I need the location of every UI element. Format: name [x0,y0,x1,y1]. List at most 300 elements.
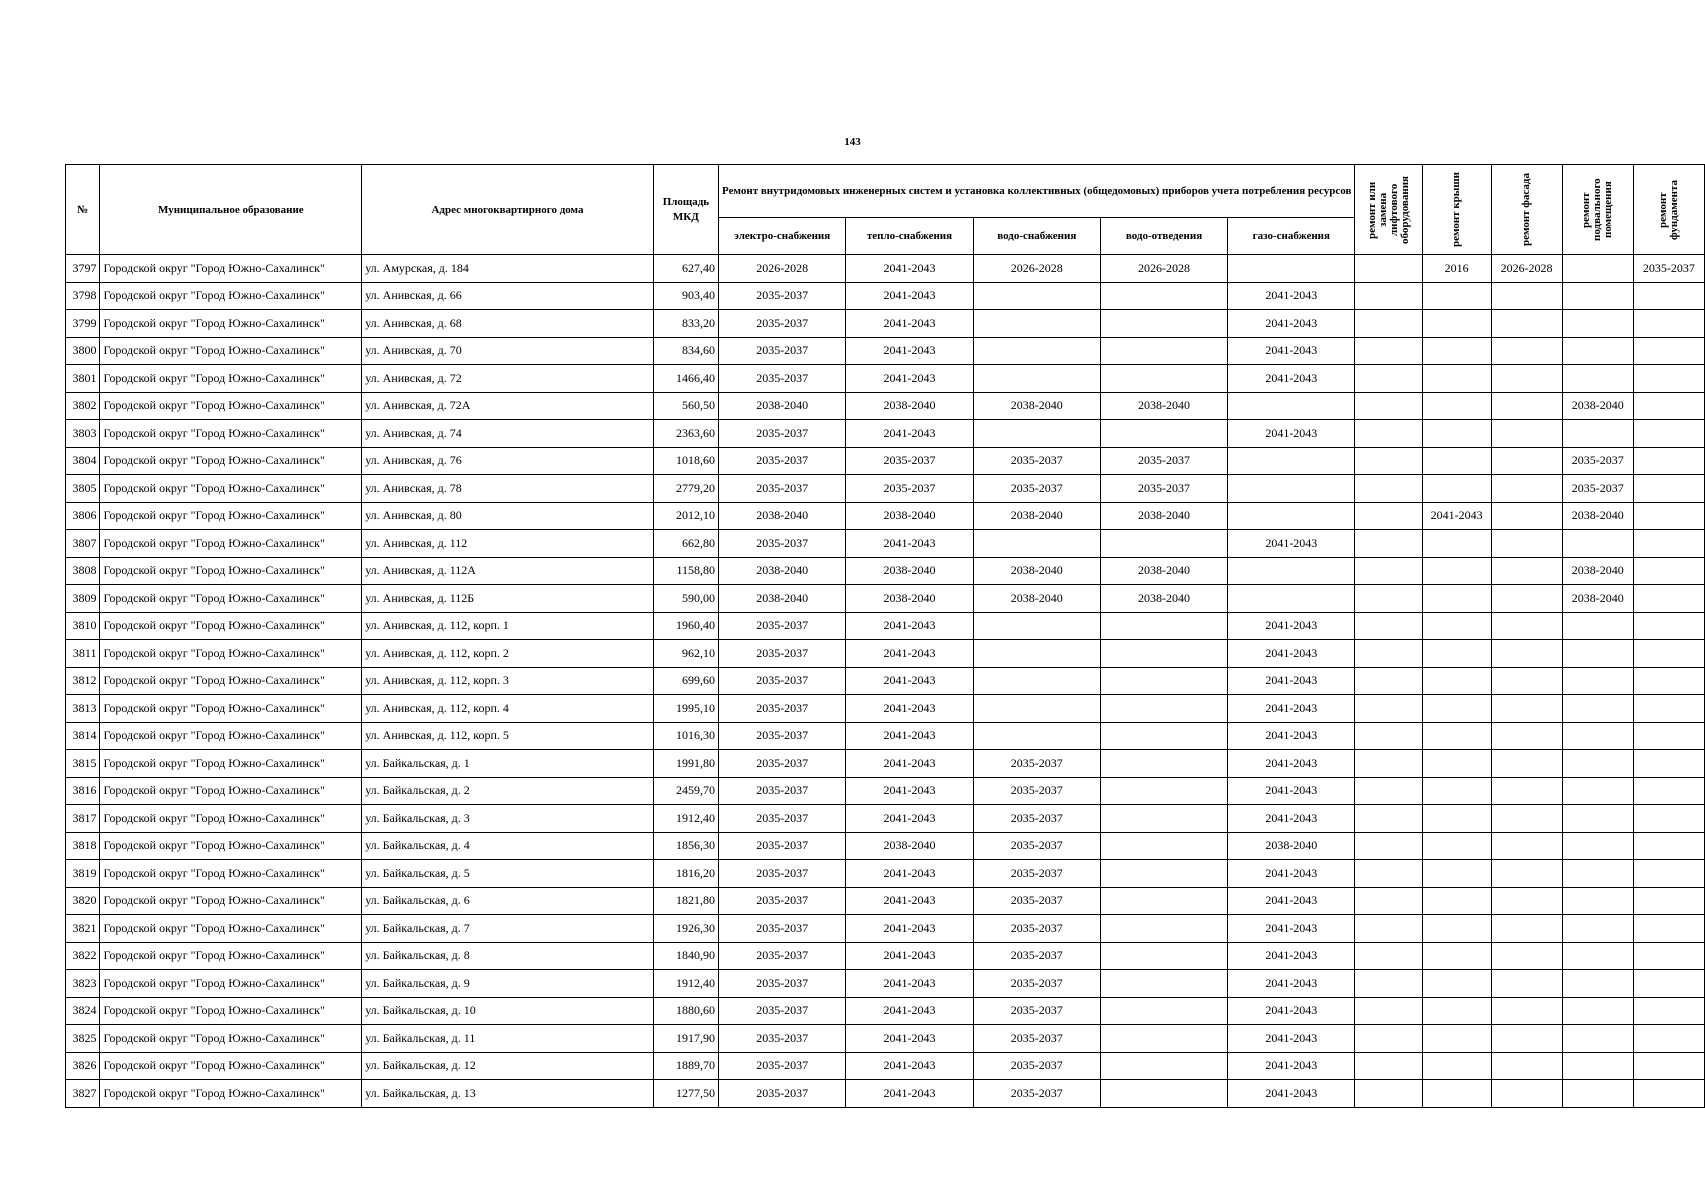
row-electric: 2035-2037 [719,1052,846,1080]
row-sewer [1100,805,1227,833]
row-gas: 2041-2043 [1228,1025,1355,1053]
row-num: 3808 [66,557,100,585]
row-facade [1491,667,1562,695]
row-roof [1422,722,1491,750]
table-row [66,447,1705,475]
row-roof [1422,557,1491,585]
row-foundation [1633,887,1704,915]
row-gas: 2041-2043 [1228,530,1355,558]
row-area: 699,60 [653,667,718,695]
row-electric: 2026-2028 [719,255,846,283]
row-municipality: Городской округ "Город Южно-Сахалинск" [100,860,362,888]
row-municipality: Городской округ "Город Южно-Сахалинск" [100,420,362,448]
row-heat: 2041-2043 [846,420,973,448]
row-foundation [1633,475,1704,503]
row-area: 833,20 [653,310,718,338]
row-heat: 2041-2043 [846,777,973,805]
row-roof [1422,860,1491,888]
row-basement [1562,365,1633,393]
row-basement [1562,420,1633,448]
row-heat: 2041-2043 [846,282,973,310]
row-water [973,310,1100,338]
table-row [66,667,1705,695]
row-address: ул. Байкальская, д. 13 [362,1080,654,1108]
row-area: 834,60 [653,337,718,365]
row-foundation [1633,365,1704,393]
row-address: ул. Анивская, д. 112, корп. 2 [362,640,654,668]
row-water: 2035-2037 [973,997,1100,1025]
row-foundation [1633,1025,1704,1053]
row-basement [1562,640,1633,668]
row-basement [1562,1080,1633,1108]
row-gas: 2041-2043 [1228,695,1355,723]
row-basement [1562,695,1633,723]
row-area: 2459,70 [653,777,718,805]
row-foundation [1633,805,1704,833]
row-area: 1995,10 [653,695,718,723]
row-sewer [1100,722,1227,750]
row-municipality: Городской округ "Город Южно-Сахалинск" [100,777,362,805]
col-header-heat: тепло-снабжения [846,218,973,255]
table-row [66,997,1705,1025]
col-header-lift-text: ремонт или замена лифтового оборудования [1365,175,1411,244]
row-basement [1562,722,1633,750]
col-header-facade [1491,165,1562,255]
row-electric: 2035-2037 [719,420,846,448]
row-sewer [1100,777,1227,805]
row-sewer [1100,695,1227,723]
row-num: 3809 [66,585,100,613]
row-lift [1355,612,1422,640]
row-facade [1491,502,1562,530]
row-lift [1355,392,1422,420]
table-row [66,612,1705,640]
row-heat: 2041-2043 [846,255,973,283]
row-heat: 2041-2043 [846,640,973,668]
row-heat: 2041-2043 [846,365,973,393]
row-heat: 2041-2043 [846,337,973,365]
row-heat: 2041-2043 [846,970,973,998]
row-roof [1422,475,1491,503]
row-basement [1562,777,1633,805]
row-foundation [1633,310,1704,338]
table-row [66,392,1705,420]
row-municipality: Городской округ "Город Южно-Сахалинск" [100,832,362,860]
row-lift [1355,475,1422,503]
row-num: 3804 [66,447,100,475]
row-num: 3800 [66,337,100,365]
table-row [66,502,1705,530]
row-heat: 2038-2040 [846,502,973,530]
row-lift [1355,1052,1422,1080]
table-row [66,722,1705,750]
row-roof [1422,750,1491,778]
col-header-foundation-text: ремонт фундамента [1656,179,1680,240]
row-sewer [1100,1080,1227,1108]
row-facade [1491,420,1562,448]
row-num: 3801 [66,365,100,393]
row-municipality: Городской округ "Город Южно-Сахалинск" [100,392,362,420]
row-foundation [1633,585,1704,613]
row-electric: 2035-2037 [719,1025,846,1053]
row-gas: 2041-2043 [1228,310,1355,338]
row-municipality: Городской округ "Город Южно-Сахалинск" [100,695,362,723]
row-municipality: Городской округ "Город Южно-Сахалинск" [100,667,362,695]
row-sewer [1100,310,1227,338]
col-header-facade-text: ремонт фасада [1520,172,1533,247]
row-foundation: 2035-2037 [1633,255,1704,283]
row-basement: 2038-2040 [1562,557,1633,585]
row-sewer [1100,1052,1227,1080]
row-heat: 2041-2043 [846,1080,973,1108]
row-heat: 2041-2043 [846,942,973,970]
row-basement [1562,667,1633,695]
row-facade [1491,832,1562,860]
row-num: 3815 [66,750,100,778]
row-lift [1355,722,1422,750]
row-area: 1856,30 [653,832,718,860]
row-water [973,365,1100,393]
row-basement [1562,310,1633,338]
row-area: 962,10 [653,640,718,668]
row-lift [1355,942,1422,970]
row-foundation [1633,557,1704,585]
row-water: 2035-2037 [973,475,1100,503]
row-water: 2035-2037 [973,832,1100,860]
row-address: ул. Анивская, д. 66 [362,282,654,310]
row-water: 2038-2040 [973,392,1100,420]
row-sewer [1100,942,1227,970]
capital-repair-table [65,164,1705,1108]
row-water: 2035-2037 [973,915,1100,943]
row-facade [1491,887,1562,915]
row-area: 1912,40 [653,970,718,998]
row-sewer [1100,365,1227,393]
row-address: ул. Байкальская, д. 6 [362,887,654,915]
row-area: 903,40 [653,282,718,310]
row-sewer: 2026-2028 [1100,255,1227,283]
row-num: 3813 [66,695,100,723]
row-gas: 2041-2043 [1228,805,1355,833]
row-sewer [1100,420,1227,448]
row-num: 3811 [66,640,100,668]
row-lift [1355,750,1422,778]
row-foundation [1633,337,1704,365]
row-num: 3799 [66,310,100,338]
table-row [66,365,1705,393]
row-address: ул. Байкальская, д. 10 [362,997,654,1025]
table-row [66,420,1705,448]
row-foundation [1633,997,1704,1025]
row-municipality: Городской округ "Город Южно-Сахалинск" [100,255,362,283]
table-body [66,255,1705,1108]
row-area: 2012,10 [653,502,718,530]
row-lift [1355,1080,1422,1108]
col-header-electric: электро-снабжения [719,218,846,255]
row-municipality: Городской округ "Город Южно-Сахалинск" [100,997,362,1025]
table-row [66,695,1705,723]
row-num: 3802 [66,392,100,420]
row-sewer [1100,667,1227,695]
row-sewer [1100,612,1227,640]
row-lift [1355,1025,1422,1053]
row-num: 3803 [66,420,100,448]
row-heat: 2041-2043 [846,805,973,833]
row-area: 1158,80 [653,557,718,585]
row-roof [1422,970,1491,998]
row-sewer [1100,337,1227,365]
row-heat: 2041-2043 [846,530,973,558]
row-electric: 2035-2037 [719,832,846,860]
row-facade [1491,1052,1562,1080]
row-foundation [1633,640,1704,668]
table-row [66,1052,1705,1080]
row-lift [1355,255,1422,283]
row-municipality: Городской округ "Город Южно-Сахалинск" [100,640,362,668]
row-gas: 2041-2043 [1228,887,1355,915]
row-address: ул. Анивская, д. 76 [362,447,654,475]
row-area: 1277,50 [653,1080,718,1108]
row-address: ул. Байкальская, д. 3 [362,805,654,833]
row-water: 2038-2040 [973,557,1100,585]
col-header-gas: газо-снабжения [1228,218,1355,255]
table-row [66,337,1705,365]
col-header-roof-text: ремонт крыши [1450,171,1463,247]
row-basement [1562,337,1633,365]
table-row [66,750,1705,778]
row-facade [1491,447,1562,475]
row-address: ул. Анивская, д. 78 [362,475,654,503]
row-lift [1355,557,1422,585]
row-address: ул. Байкальская, д. 2 [362,777,654,805]
row-roof [1422,667,1491,695]
row-basement [1562,750,1633,778]
row-roof [1422,1080,1491,1108]
row-foundation [1633,1080,1704,1108]
row-foundation [1633,392,1704,420]
table-header [66,165,1705,255]
row-foundation [1633,502,1704,530]
row-sewer [1100,970,1227,998]
row-basement [1562,1025,1633,1053]
row-water: 2035-2037 [973,447,1100,475]
row-basement [1562,1052,1633,1080]
row-municipality: Городской округ "Город Южно-Сахалинск" [100,887,362,915]
row-facade [1491,915,1562,943]
row-area: 1018,60 [653,447,718,475]
row-address: ул. Байкальская, д. 12 [362,1052,654,1080]
row-foundation [1633,777,1704,805]
row-municipality: Городской округ "Город Южно-Сахалинск" [100,1025,362,1053]
row-gas: 2041-2043 [1228,942,1355,970]
col-header-foundation [1633,165,1704,255]
row-area: 1016,30 [653,722,718,750]
row-num: 3820 [66,887,100,915]
col-header-lift [1355,165,1422,255]
col-header-water: водо-снабжения [973,218,1100,255]
row-foundation [1633,420,1704,448]
row-electric: 2035-2037 [719,750,846,778]
row-lift [1355,640,1422,668]
table-row [66,557,1705,585]
row-gas: 2041-2043 [1228,777,1355,805]
row-heat: 2041-2043 [846,750,973,778]
row-address: ул. Анивская, д. 112, корп. 1 [362,612,654,640]
row-heat: 2035-2037 [846,447,973,475]
row-electric: 2035-2037 [719,640,846,668]
row-roof [1422,805,1491,833]
row-lift [1355,887,1422,915]
row-roof [1422,777,1491,805]
row-water: 2035-2037 [973,1052,1100,1080]
row-municipality: Городской округ "Город Южно-Сахалинск" [100,970,362,998]
row-address: ул. Анивская, д. 74 [362,420,654,448]
row-foundation [1633,970,1704,998]
row-address: ул. Байкальская, д. 7 [362,915,654,943]
row-address: ул. Байкальская, д. 11 [362,1025,654,1053]
col-header-roof [1422,165,1491,255]
row-lift [1355,915,1422,943]
row-roof [1422,612,1491,640]
row-roof [1422,997,1491,1025]
row-roof [1422,447,1491,475]
row-water: 2035-2037 [973,1080,1100,1108]
row-foundation [1633,832,1704,860]
row-address: ул. Анивская, д. 68 [362,310,654,338]
page-number: 143 [844,136,861,148]
row-municipality: Городской округ "Город Южно-Сахалинск" [100,557,362,585]
row-facade [1491,860,1562,888]
row-facade [1491,612,1562,640]
row-gas: 2041-2043 [1228,282,1355,310]
row-lift [1355,337,1422,365]
row-heat: 2041-2043 [846,860,973,888]
row-heat: 2041-2043 [846,667,973,695]
table-row [66,640,1705,668]
row-area: 590,00 [653,585,718,613]
row-area: 560,50 [653,392,718,420]
row-address: ул. Анивская, д. 112Б [362,585,654,613]
row-heat: 2041-2043 [846,695,973,723]
row-foundation [1633,612,1704,640]
row-sewer [1100,887,1227,915]
row-water: 2035-2037 [973,1025,1100,1053]
row-lift [1355,502,1422,530]
row-electric: 2035-2037 [719,667,846,695]
row-gas: 2041-2043 [1228,860,1355,888]
row-facade [1491,365,1562,393]
row-water: 2035-2037 [973,805,1100,833]
row-electric: 2035-2037 [719,942,846,970]
row-area: 1960,40 [653,612,718,640]
row-electric: 2035-2037 [719,915,846,943]
table-row [66,777,1705,805]
row-lift [1355,860,1422,888]
row-water: 2035-2037 [973,750,1100,778]
row-sewer: 2038-2040 [1100,585,1227,613]
row-address: ул. Анивская, д. 112, корп. 4 [362,695,654,723]
row-lift [1355,667,1422,695]
row-address: ул. Анивская, д. 112А [362,557,654,585]
row-lift [1355,997,1422,1025]
col-header-basement-text: ремонт подвального помещения [1580,178,1615,241]
row-lift [1355,530,1422,558]
row-sewer [1100,832,1227,860]
row-heat: 2041-2043 [846,1025,973,1053]
row-foundation [1633,530,1704,558]
row-water [973,722,1100,750]
row-municipality: Городской округ "Город Южно-Сахалинск" [100,942,362,970]
row-address: ул. Байкальская, д. 8 [362,942,654,970]
row-num: 3822 [66,942,100,970]
row-gas [1228,585,1355,613]
row-area: 1840,90 [653,942,718,970]
row-heat: 2038-2040 [846,585,973,613]
row-water: 2035-2037 [973,942,1100,970]
row-gas: 2041-2043 [1228,997,1355,1025]
row-water: 2035-2037 [973,887,1100,915]
row-address: ул. Байкальская, д. 1 [362,750,654,778]
row-roof [1422,887,1491,915]
row-electric: 2038-2040 [719,392,846,420]
row-heat: 2035-2037 [846,475,973,503]
col-header-num: № [66,165,100,255]
row-facade [1491,1080,1562,1108]
row-heat: 2038-2040 [846,832,973,860]
row-num: 3826 [66,1052,100,1080]
row-address: ул. Анивская, д. 80 [362,502,654,530]
row-facade [1491,310,1562,338]
row-electric: 2035-2037 [719,887,846,915]
row-roof [1422,337,1491,365]
row-electric: 2035-2037 [719,805,846,833]
row-num: 3827 [66,1080,100,1108]
row-basement: 2038-2040 [1562,392,1633,420]
row-water [973,420,1100,448]
row-basement: 2038-2040 [1562,585,1633,613]
row-water: 2026-2028 [973,255,1100,283]
row-area: 1889,70 [653,1052,718,1080]
row-num: 3823 [66,970,100,998]
row-roof [1422,530,1491,558]
row-basement [1562,997,1633,1025]
row-municipality: Городской округ "Город Южно-Сахалинск" [100,310,362,338]
row-municipality: Городской округ "Город Южно-Сахалинск" [100,365,362,393]
row-foundation [1633,722,1704,750]
row-water [973,667,1100,695]
row-gas: 2041-2043 [1228,1080,1355,1108]
row-area: 2779,20 [653,475,718,503]
row-area: 627,40 [653,255,718,283]
row-area: 1917,90 [653,1025,718,1053]
row-heat: 2041-2043 [846,310,973,338]
row-roof [1422,392,1491,420]
row-basement [1562,887,1633,915]
row-roof: 2016 [1422,255,1491,283]
row-facade [1491,337,1562,365]
row-municipality: Городской округ "Город Южно-Сахалинск" [100,612,362,640]
row-area: 1466,40 [653,365,718,393]
row-heat: 2038-2040 [846,392,973,420]
row-gas [1228,502,1355,530]
table-row [66,915,1705,943]
row-gas: 2041-2043 [1228,1052,1355,1080]
row-water [973,640,1100,668]
row-foundation [1633,942,1704,970]
row-basement: 2038-2040 [1562,502,1633,530]
row-roof [1422,640,1491,668]
col-header-area: Площадь МКД [653,165,718,255]
